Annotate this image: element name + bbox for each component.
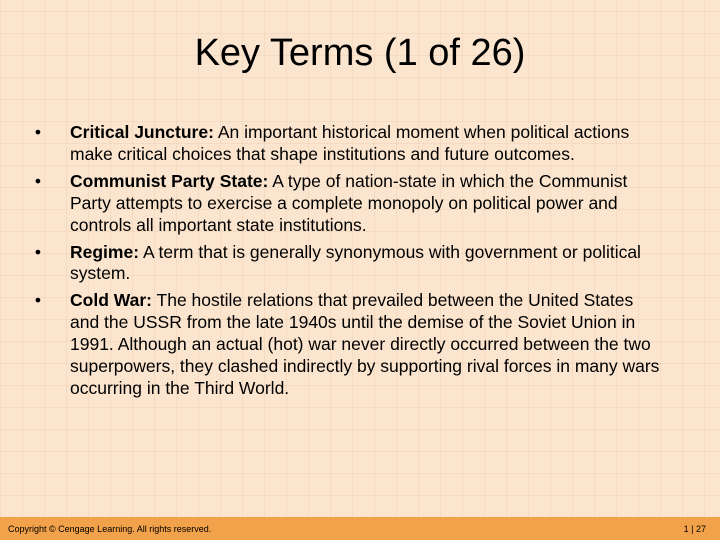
term-name: Regime: (70, 241, 140, 262)
slide-title: Key Terms (1 of 26) (194, 32, 526, 74)
list-item-regime (28, 242, 664, 286)
bullet-icon: • (34, 290, 42, 311)
page-number: 1 | 27 (683, 524, 706, 534)
copyright-text: Copyright © Cengage Learning. All rights reserved. (8, 524, 212, 534)
bullet-icon: • (34, 170, 42, 191)
term-definition: A term that is generally synonymous with government or political system. (70, 241, 641, 284)
term-definition: A type of nation-state in which the Communist Party attempts to exercise a complete monopoly on political power and controls all important state institutions. (70, 170, 628, 235)
bullet-icon: • (34, 122, 42, 142)
footer-bar (0, 517, 720, 540)
list-item-cold-war (28, 290, 664, 400)
term-definition: The hostile relations that prevailed between the United States and the USSR from the late 1940s until the demise of the Soviet Union in 1991. Although an actual (hot) war never directly occurred between the two superpowers, they clashed indirectly by supporting rival forces in many wars occurring in the Third World. (70, 290, 660, 398)
term-name: Communist Party State: (70, 170, 269, 191)
term-definition: An important historical moment when political actions make critical choices that shape institutions and future outcomes. (70, 122, 630, 164)
list-item-critical-juncture (28, 122, 664, 166)
term-name: Cold War: (70, 290, 152, 311)
list-item-communist-party-state (28, 171, 664, 237)
key-terms-list (28, 122, 664, 405)
term-name: Critical Juncture: (70, 122, 214, 142)
bullet-icon: • (34, 241, 42, 262)
